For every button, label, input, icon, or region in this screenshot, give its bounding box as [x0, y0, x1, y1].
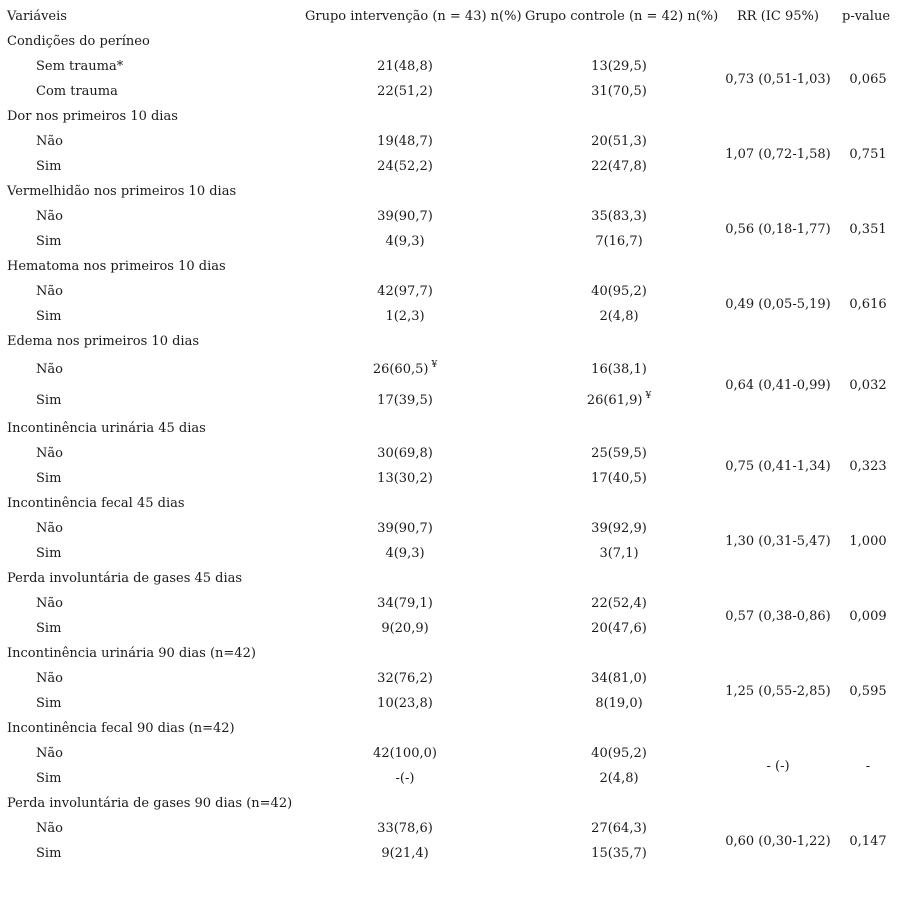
intervention-value: 13(30,2)	[377, 471, 433, 486]
intervention-value: 21(48,8)	[377, 59, 433, 74]
p-value: 0,032	[849, 378, 887, 393]
p-value: 0,009	[849, 609, 887, 624]
intervention-value: 34(79,1)	[377, 596, 433, 611]
control-value: 22(52,4)	[591, 596, 647, 611]
relative-risk: 1,30 (0,31-5,47)	[725, 534, 831, 549]
control-cell	[559, 696, 679, 711]
intervention-value: 33(78,6)	[377, 821, 433, 836]
header-rr: RR (IC 95%)	[737, 9, 819, 24]
intervention-value: 17(39,5)	[377, 393, 433, 408]
row-label: Não	[36, 209, 63, 224]
row-label: Não	[36, 362, 63, 377]
control-cell	[559, 546, 679, 561]
relative-risk: 1,07 (0,72-1,58)	[725, 147, 831, 162]
control-cell	[559, 446, 679, 461]
row-label: Não	[36, 521, 63, 536]
intervention-cell	[345, 771, 465, 786]
relative-risk: 0,75 (0,41-1,34)	[725, 459, 831, 474]
intervention-cell	[345, 471, 465, 486]
control-cell	[559, 393, 679, 408]
intervention-cell	[345, 134, 465, 149]
intervention-value: 4(9,3)	[385, 234, 425, 249]
control-value: 20(47,6)	[591, 621, 647, 636]
control-cell	[559, 84, 679, 99]
intervention-value: 19(48,7)	[377, 134, 433, 149]
intervention-cell	[345, 362, 465, 377]
row-label: Sim	[36, 546, 62, 561]
intervention-value: 9(20,9)	[381, 621, 429, 636]
header-control: Grupo controle (n = 42) n(%)	[525, 9, 719, 24]
control-value: 7(16,7)	[595, 234, 643, 249]
intervention-value: 30(69,8)	[377, 446, 433, 461]
control-value: 22(47,8)	[591, 159, 647, 174]
control-cell	[559, 362, 679, 377]
intervention-value: 4(9,3)	[385, 546, 425, 561]
control-cell	[559, 59, 679, 74]
intervention-cell	[345, 521, 465, 536]
p-value: 0,065	[849, 72, 887, 87]
intervention-value: 9(21,4)	[381, 846, 429, 861]
control-cell	[559, 234, 679, 249]
p-value: -	[865, 759, 871, 774]
p-value: 0,751	[849, 147, 887, 162]
control-cell	[559, 621, 679, 636]
intervention-cell	[345, 546, 465, 561]
group-label: Hematoma nos primeiros 10 dias	[7, 259, 226, 274]
intervention-value: 1(2,3)	[385, 309, 425, 324]
row-label: Sim	[36, 696, 62, 711]
row-label: Não	[36, 746, 63, 761]
group-label: Incontinência fecal 90 dias (n=42)	[7, 721, 235, 736]
intervention-value: -(-)	[395, 771, 415, 786]
control-value: 15(35,7)	[591, 846, 647, 861]
relative-risk: 0,49 (0,05-5,19)	[725, 297, 831, 312]
row-label: Com trauma	[36, 84, 118, 99]
control-value: 31(70,5)	[591, 84, 647, 99]
intervention-cell	[345, 59, 465, 74]
control-value: 2(4,8)	[599, 771, 639, 786]
group-label: Incontinência fecal 45 dias	[7, 496, 185, 511]
control-cell	[559, 746, 679, 761]
intervention-cell	[345, 846, 465, 861]
intervention-cell	[345, 671, 465, 686]
intervention-value: 42(100,0)	[373, 746, 437, 761]
group-label: Vermelhidão nos primeiros 10 dias	[7, 184, 237, 199]
control-value: 35(83,3)	[591, 209, 647, 224]
group-label: Dor nos primeiros 10 dias	[7, 109, 178, 124]
intervention-value: 42(97,7)	[377, 284, 433, 299]
control-value: 16(38,1)	[591, 362, 647, 377]
intervention-value: 32(76,2)	[377, 671, 433, 686]
relative-risk: - (-)	[766, 759, 790, 774]
control-cell	[559, 821, 679, 836]
intervention-cell	[345, 596, 465, 611]
group-label: Perda involuntária de gases 45 dias	[7, 571, 243, 586]
p-value: 0,595	[849, 684, 887, 699]
intervention-cell	[345, 393, 465, 408]
intervention-cell	[345, 234, 465, 249]
control-value: 39(92,9)	[591, 521, 647, 536]
row-label: Sim	[36, 234, 62, 249]
control-value: 40(95,2)	[591, 284, 647, 299]
header-variables: Variáveis	[7, 9, 67, 24]
row-label: Sim	[36, 159, 62, 174]
group-label: Incontinência urinária 45 dias	[7, 421, 206, 436]
control-cell	[559, 309, 679, 324]
p-value: 0,351	[849, 222, 887, 237]
row-label: Sim	[36, 393, 62, 408]
intervention-cell	[345, 309, 465, 324]
control-value: 20(51,3)	[591, 134, 647, 149]
relative-risk: 0,64 (0,41-0,99)	[725, 378, 831, 393]
row-label: Não	[36, 284, 63, 299]
control-cell	[559, 771, 679, 786]
relative-risk: 0,60 (0,30-1,22)	[725, 834, 831, 849]
relative-risk: 0,56 (0,18-1,77)	[725, 222, 831, 237]
row-label: Não	[36, 821, 63, 836]
intervention-cell	[345, 621, 465, 636]
row-label: Sem trauma*	[36, 59, 124, 74]
row-label: Sim	[36, 471, 62, 486]
control-value: 40(95,2)	[591, 746, 647, 761]
intervention-cell	[345, 284, 465, 299]
p-value: 0,616	[849, 297, 887, 312]
p-value: 0,147	[849, 834, 887, 849]
relative-risk: 0,73 (0,51-1,03)	[725, 72, 831, 87]
control-cell	[559, 471, 679, 486]
intervention-cell	[345, 84, 465, 99]
control-cell	[559, 159, 679, 174]
control-cell	[559, 846, 679, 861]
row-label: Não	[36, 446, 63, 461]
header-pvalue: p-value	[842, 9, 891, 24]
control-cell	[559, 671, 679, 686]
control-cell	[559, 521, 679, 536]
row-label: Não	[36, 134, 63, 149]
control-cell	[559, 134, 679, 149]
control-cell	[559, 596, 679, 611]
group-label: Edema nos primeiros 10 dias	[7, 334, 200, 349]
intervention-value: 26(60,5)	[372, 362, 429, 377]
control-value: 26(61,9)	[586, 393, 643, 408]
intervention-cell	[345, 696, 465, 711]
row-label: Sim	[36, 771, 62, 786]
control-value: 2(4,8)	[599, 309, 639, 324]
control-cell	[559, 284, 679, 299]
intervention-cell	[345, 821, 465, 836]
group-label: Condições do períneo	[7, 34, 150, 49]
row-label: Sim	[36, 309, 62, 324]
intervention-cell	[345, 446, 465, 461]
control-value: 3(7,1)	[599, 546, 639, 561]
intervention-value: 10(23,8)	[377, 696, 433, 711]
group-label: Incontinência urinária 90 dias (n=42)	[7, 646, 256, 661]
row-label: Sim	[36, 846, 62, 861]
intervention-value: 24(52,2)	[377, 159, 433, 174]
relative-risk: 1,25 (0,55-2,85)	[725, 684, 831, 699]
p-value: 0,323	[849, 459, 887, 474]
p-value: 1,000	[849, 534, 887, 549]
relative-risk: 0,57 (0,38-0,86)	[725, 609, 831, 624]
row-label: Não	[36, 596, 63, 611]
control-value: 17(40,5)	[591, 471, 647, 486]
control-value: 8(19,0)	[595, 696, 643, 711]
control-value: 25(59,5)	[591, 446, 647, 461]
row-label: Não	[36, 671, 63, 686]
significance-mark: ¥	[645, 391, 652, 401]
intervention-cell	[345, 746, 465, 761]
row-label: Sim	[36, 621, 62, 636]
control-value: 27(64,3)	[591, 821, 647, 836]
header-intervention: Grupo intervenção (n = 43) n(%)	[305, 9, 522, 24]
intervention-value: 39(90,7)	[377, 209, 433, 224]
intervention-value: 22(51,2)	[377, 84, 433, 99]
intervention-cell	[345, 159, 465, 174]
control-value: 34(81,0)	[591, 671, 647, 686]
control-cell	[559, 209, 679, 224]
control-value: 13(29,5)	[591, 59, 647, 74]
intervention-value: 39(90,7)	[377, 521, 433, 536]
group-label: Perda involuntária de gases 90 dias (n=42)	[7, 796, 293, 811]
intervention-cell	[345, 209, 465, 224]
significance-mark: ¥	[431, 360, 438, 370]
